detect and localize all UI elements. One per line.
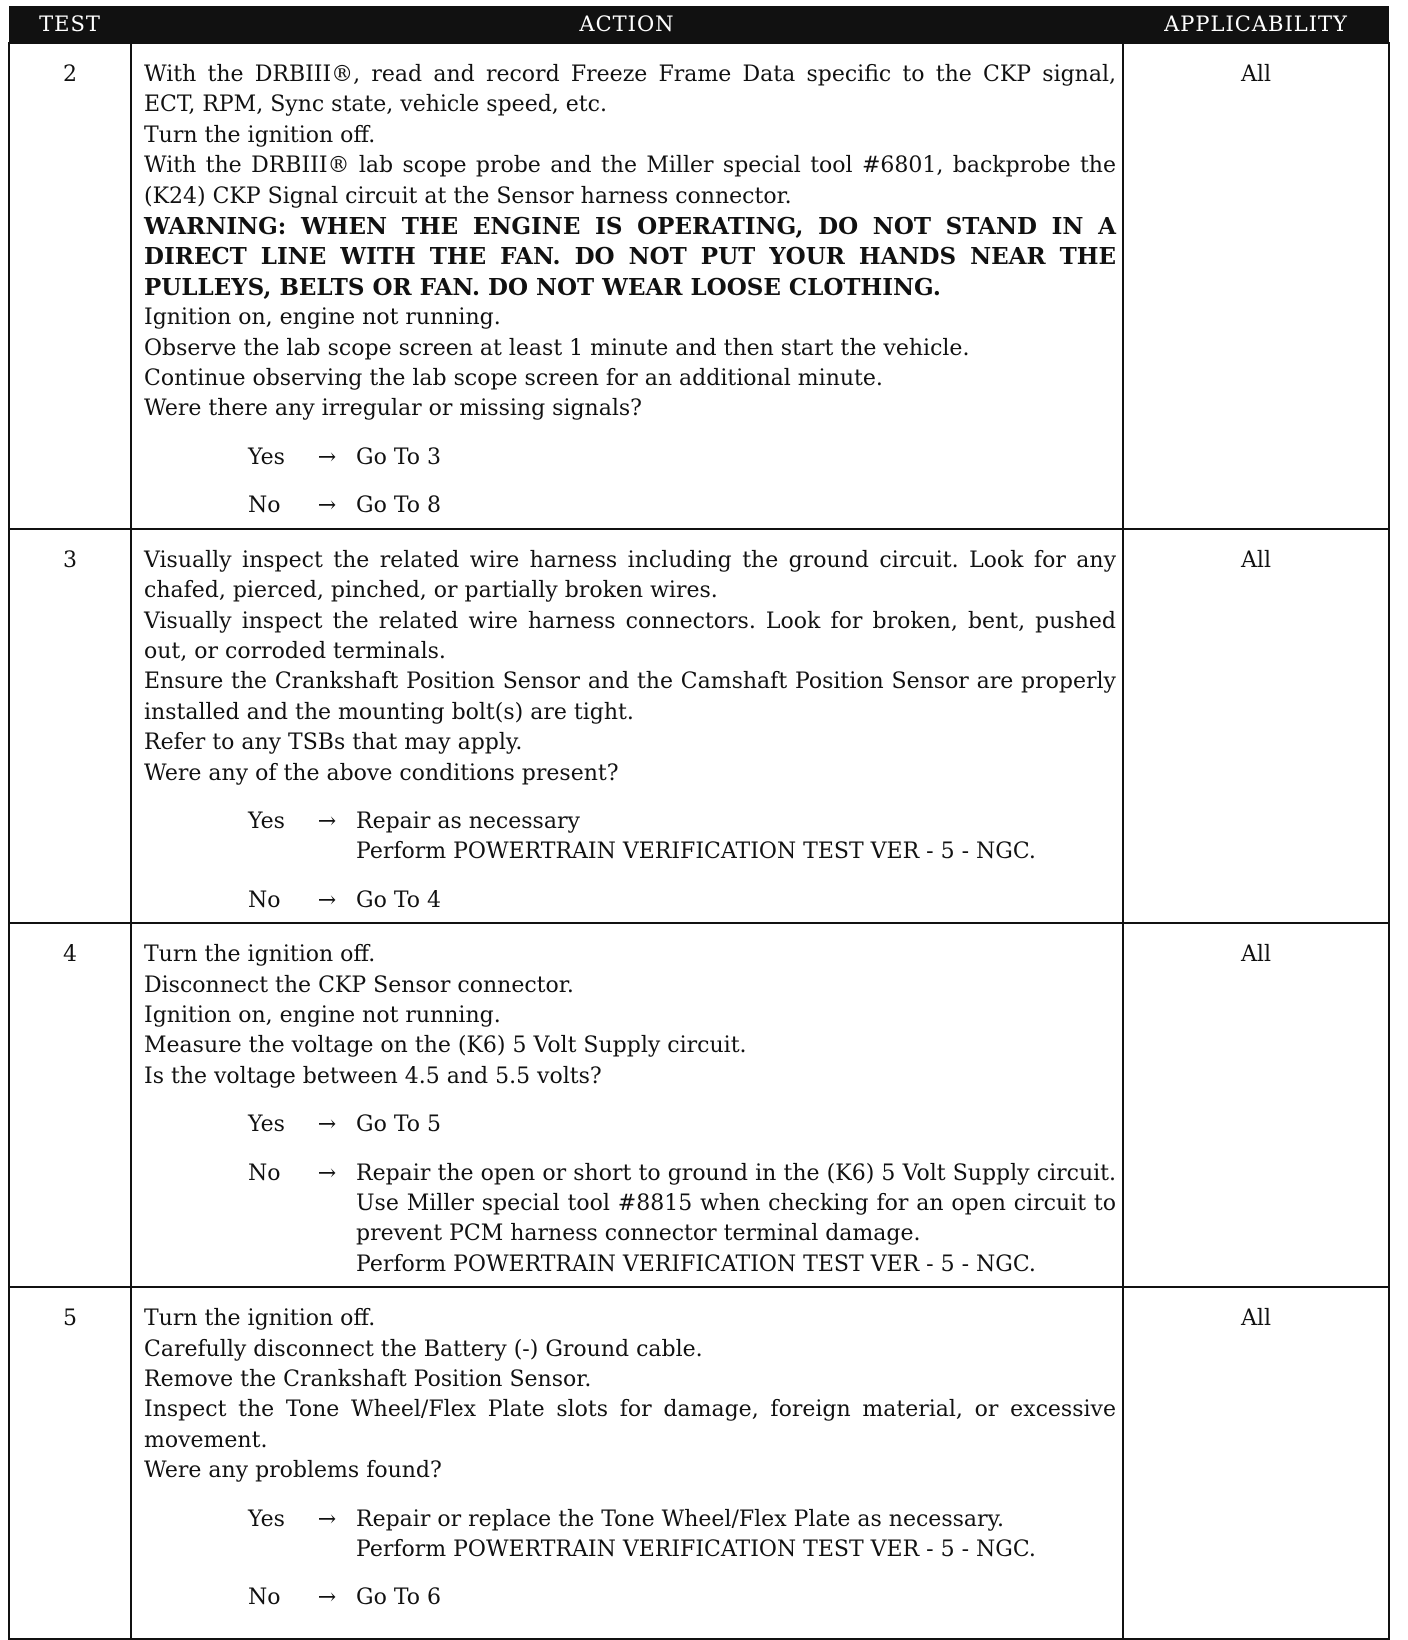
action-cell — [131, 923, 1123, 1287]
outcome-no-label: No — [248, 493, 281, 519]
header-action: ACTION — [131, 6, 1123, 43]
outcome-line: Perform POWERTRAIN VERIFICATION TEST VER - 5 - NGC. — [356, 1251, 1036, 1277]
outcome-no-result — [356, 1583, 1116, 1613]
step-text: Ensure the Crankshaft Position Sensor and the Camshaft Position Sensor are properly installed and the mounting bolt(s) are tight. — [144, 669, 1116, 725]
outcome-yes-label: Yes — [248, 1112, 285, 1138]
table-row — [9, 529, 1389, 923]
applicability-value: All — [1123, 43, 1389, 529]
outcome-line: Perform POWERTRAIN VERIFICATION TEST VER - 5 - NGC. — [356, 839, 1036, 865]
table-header-row — [9, 6, 1389, 43]
outcome-line: Go To 8 — [356, 493, 442, 519]
outcome-yes-result — [356, 1505, 1116, 1566]
outcome-line: Repair the open or short to ground in the (K6) 5 Volt Supply circuit. Use Miller special tool #8815 when checking for an open circuit to prevent PCM harness connector terminal damage. — [356, 1160, 1116, 1247]
test-number: 4 — [9, 923, 131, 1287]
step-text: Ignition on, engine not running. — [144, 1002, 501, 1028]
step-text: Refer to any TSBs that may apply. — [144, 730, 523, 756]
step-text: With the DRBIII® lab scope probe and the Miller special tool #6801, backprobe the (K24) CKP Signal circuit at the Sensor harness connector. — [144, 153, 1116, 209]
outcome-yes-label: Yes — [248, 1506, 285, 1532]
outcome-line: Go To 5 — [356, 1112, 442, 1138]
header-applicability: APPLICABILITY — [1123, 6, 1389, 43]
step-text: Measure the voltage on the (K6) 5 Volt Supply circuit. — [144, 1033, 747, 1059]
outcome-yes-result — [356, 1110, 1116, 1140]
step-text: Disconnect the CKP Sensor connector. — [144, 972, 574, 998]
step-text: Turn the ignition off. — [144, 1306, 376, 1332]
right-arrow-icon: → — [317, 808, 337, 834]
applicability-value: All — [1123, 1287, 1389, 1639]
step-text: With the DRBIII®, read and record Freeze Frame Data specific to the CKP signal, ECT, RPM, Sync state, vehicle speed, etc. — [144, 62, 1116, 118]
outcome-no — [144, 886, 1116, 916]
outcome-yes-result — [356, 443, 1116, 473]
action-cell — [131, 1287, 1123, 1639]
outcome-line: Repair as necessary — [356, 808, 580, 834]
applicability-value: All — [1123, 923, 1389, 1287]
step-text: Were any problems found? — [144, 1458, 442, 1484]
step-text: Carefully disconnect the Battery (-) Ground cable. — [144, 1336, 703, 1362]
table-row — [9, 43, 1389, 529]
table-row — [9, 923, 1389, 1287]
test-number: 2 — [9, 43, 131, 529]
right-arrow-icon: → — [317, 887, 337, 913]
right-arrow-icon: → — [317, 1585, 337, 1611]
step-text: Visually inspect the related wire harness including the ground circuit. Look for any chafed, pierced, pinched, or partially broken wires. — [144, 547, 1116, 604]
outcome-yes-label: Yes — [248, 808, 285, 834]
action-cell — [131, 529, 1123, 923]
outcome-line: Go To 3 — [356, 444, 442, 470]
outcome-no — [144, 491, 1116, 521]
outcome-no-result — [356, 491, 1116, 521]
outcome-yes-result — [356, 807, 1116, 868]
action-cell — [131, 43, 1123, 529]
outcome-line: Perform POWERTRAIN VERIFICATION TEST VER - 5 - NGC. — [356, 1537, 1036, 1563]
outcome-yes — [144, 1110, 1116, 1140]
outcome-yes-label: Yes — [248, 444, 285, 470]
outcome-no-label: No — [248, 887, 281, 913]
step-text: Visually inspect the related wire harness connectors. Look for broken, bent, pushed out, or corroded terminals. — [144, 608, 1116, 664]
right-arrow-icon: → — [317, 493, 337, 519]
outcome-no — [144, 1159, 1116, 1281]
test-number: 5 — [9, 1287, 131, 1639]
step-text: Observe the lab scope screen at least 1 minute and then start the vehicle. — [144, 335, 970, 361]
outcome-line: Go To 4 — [356, 887, 442, 913]
right-arrow-icon: → — [317, 444, 337, 470]
outcome-line: Go To 6 — [356, 1585, 442, 1611]
step-text: Turn the ignition off. — [144, 122, 376, 148]
diagnostic-test-table — [8, 6, 1390, 1640]
warning-text: WARNING: WHEN THE ENGINE IS OPERATING, DO NOT STAND IN A DIRECT LINE WITH THE FAN. DO NOT PUT YOUR HANDS NEAR THE PULLEYS, BELTS OR FAN. DO NOT WEAR LOOSE CLOTHING. — [144, 213, 1116, 301]
step-text: Inspect the Tone Wheel/Flex Plate slots for damage, foreign material, or excessive movement. — [144, 1397, 1116, 1453]
step-text: Turn the ignition off. — [144, 942, 376, 968]
step-text: Were any of the above conditions present? — [144, 760, 619, 786]
outcome-yes — [144, 1505, 1116, 1566]
step-text: Remove the Crankshaft Position Sensor. — [144, 1367, 592, 1393]
outcome-no-result — [356, 886, 1116, 916]
table-row — [9, 1287, 1389, 1639]
outcome-line: Repair or replace the Tone Wheel/Flex Plate as necessary. — [356, 1506, 1005, 1532]
outcome-no-result — [356, 1159, 1116, 1281]
right-arrow-icon: → — [317, 1506, 337, 1532]
step-text: Continue observing the lab scope screen for an additional minute. — [144, 366, 883, 392]
step-text: Ignition on, engine not running. — [144, 305, 501, 331]
outcome-no-label: No — [248, 1585, 281, 1611]
test-number: 3 — [9, 529, 131, 923]
right-arrow-icon: → — [317, 1160, 337, 1186]
step-text: Is the voltage between 4.5 and 5.5 volts? — [144, 1063, 602, 1089]
step-text: Were there any irregular or missing signals? — [144, 396, 642, 422]
outcome-yes — [144, 443, 1116, 473]
header-test: TEST — [9, 6, 131, 43]
outcome-yes — [144, 807, 1116, 868]
right-arrow-icon: → — [317, 1112, 337, 1138]
outcome-no-label: No — [248, 1160, 281, 1186]
outcome-no — [144, 1583, 1116, 1613]
applicability-value: All — [1123, 529, 1389, 923]
